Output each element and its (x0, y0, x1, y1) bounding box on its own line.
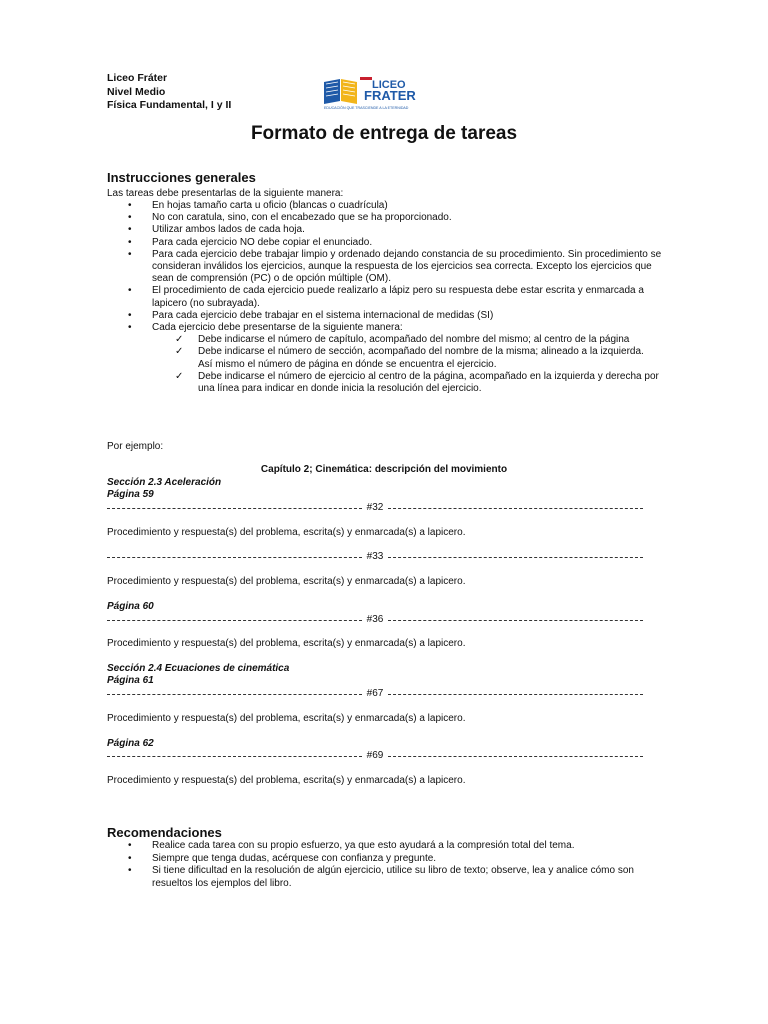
exercise-number: #33 (366, 551, 384, 562)
checkmark-icon: ✓ (175, 370, 184, 382)
exercise-number: #69 (366, 750, 384, 761)
example-page-label: Página 59 (107, 489, 154, 500)
logo-tagline: EDUCACIÓN QUE TRASCIENDE A LA ETERNIDAD (324, 106, 409, 110)
procedure-text: Procedimiento y respuesta(s) del problema, escrita(s) y enmarcada(s) a lapicero. (107, 576, 466, 587)
list-item: • El procedimiento de cada ejercicio puede realizarlo a lápiz pero su respuesta debe estar escrita y enmarcada a lapicero (no subrayada). (128, 285, 644, 309)
list-item: • Realice cada tarea con su propio esfuerzo, ya que esto ayudará a la compresión total del tema. (128, 840, 575, 851)
exercise-divider (107, 614, 643, 625)
procedure-text: Procedimiento y respuesta(s) del problema, escrita(s) y enmarcada(s) a lapicero. (107, 527, 466, 538)
procedure-text: Procedimiento y respuesta(s) del problema, escrita(s) y enmarcada(s) a lapicero. (107, 638, 466, 649)
example-section-heading: Sección 2.4 Ecuaciones de cinemática (107, 663, 290, 674)
course-name: Física Fundamental, I y II (107, 99, 232, 111)
list-item: • Cada ejercicio debe presentarse de la siguiente manera: ✓ Debe indicarse el número de capítulo, acompañado del nombre del mismo; al centro de la página ✓ Debe indicarse el número de sección, acompañado del nombre de la misma; alineado a la izquierda. Así mismo el número de página en dónde se encuentra el ejercicio. ✓ Debe indicarse el número de ejercicio al centro de la página, acompañado en la izquierda y derecha por una línea para indicar en donde inicia la resolución del ejercicio. (107, 322, 667, 395)
page-number-note: Así mismo el número de página en dónde se encuentra el ejercicio. (198, 358, 497, 370)
checklist-item: ✓ Debe indicarse el número de sección, acompañado del nombre de la misma; alineado a la izquierda. Así mismo el número de página en dónde se encuentra el ejercicio. (175, 346, 644, 370)
exercise-divider (107, 502, 643, 513)
exercise-divider (107, 551, 643, 562)
level-name: Nivel Medio (107, 85, 166, 98)
format-checklist (152, 334, 667, 395)
list-item: • Utilizar ambos lados de cada hoja. (128, 224, 305, 236)
general-intro: Las tareas debe presentarlas de la siguiente manera: (107, 188, 344, 199)
exercise-divider (107, 688, 643, 699)
procedure-text: Procedimiento y respuesta(s) del problema, escrita(s) y enmarcada(s) a lapicero. (107, 713, 466, 724)
example-section-heading: Sección 2.3 Aceleración (107, 477, 222, 488)
list-item: • No con caratula, sino, con el encabezado que se ha proporcionado. (128, 212, 452, 224)
checklist-item: ✓ Debe indicarse el número de capítulo, acompañado del nombre del mismo; al centro de la página (175, 334, 630, 346)
exercise-divider (107, 750, 643, 761)
exercise-number: #36 (366, 614, 384, 625)
school-name: Liceo Fráter (107, 72, 168, 84)
list-item: • Para cada ejercicio NO debe copiar el enunciado. (128, 236, 373, 248)
example-page-label: Página 62 (107, 738, 154, 749)
page-title: Formato de entrega de tareas (250, 123, 518, 144)
checkmark-icon: ✓ (175, 334, 184, 346)
logo-word2: FRATER (364, 88, 416, 103)
list-item: • Para cada ejercicio debe trabajar limpio y ordenado dejando constancia de su procedimiento. Sin procedimiento se consideran inválidos los ejercicios, aunque la respuesta de los ejercicios sea correcta. Excepto los ejercicios que sean de comprensión (PC) o de opción múltiple (OM). (128, 248, 662, 285)
exercise-number: #32 (366, 502, 384, 513)
example-page-label: Página 60 (107, 601, 154, 612)
example-page-label: Página 61 (107, 675, 154, 686)
example-label: Por ejemplo: (107, 441, 164, 452)
general-instructions-heading: Instrucciones generales (107, 170, 256, 185)
general-instructions-list (107, 200, 667, 395)
liceo-frater-logo (322, 74, 452, 110)
list-item: • Para cada ejercicio debe trabajar en el sistema internacional de medidas (SI) (128, 309, 494, 321)
recommendations-list (107, 840, 667, 890)
logo-word1: LICEO (372, 79, 406, 91)
list-item: • Si tiene dificultad en la resolución de algún ejercicio, utilice su libro de texto; observe, lea y analice cómo son resueltos los ejemplos del libro. (128, 865, 634, 889)
exercise-number: #67 (366, 688, 384, 699)
recommendations-heading: Recomendaciones (107, 825, 222, 840)
example-chapter-heading: Capítulo 2; Cinemática: descripción del movimiento (260, 464, 508, 475)
checkmark-icon: ✓ (175, 346, 184, 358)
list-item: • Siempre que tenga dudas, acérquese con confianza y pregunte. (128, 852, 437, 864)
list-item: • En hojas tamaño carta u oficio (blancas o cuadrícula) (128, 200, 388, 211)
checklist-item: ✓ Debe indicarse el número de ejercicio al centro de la página, acompañado en la izquierda y derecha por una línea para indicar en donde inicia la resolución del ejercicio. (175, 370, 659, 395)
document-header (107, 72, 231, 113)
procedure-text: Procedimiento y respuesta(s) del problema, escrita(s) y enmarcada(s) a lapicero. (107, 775, 466, 786)
